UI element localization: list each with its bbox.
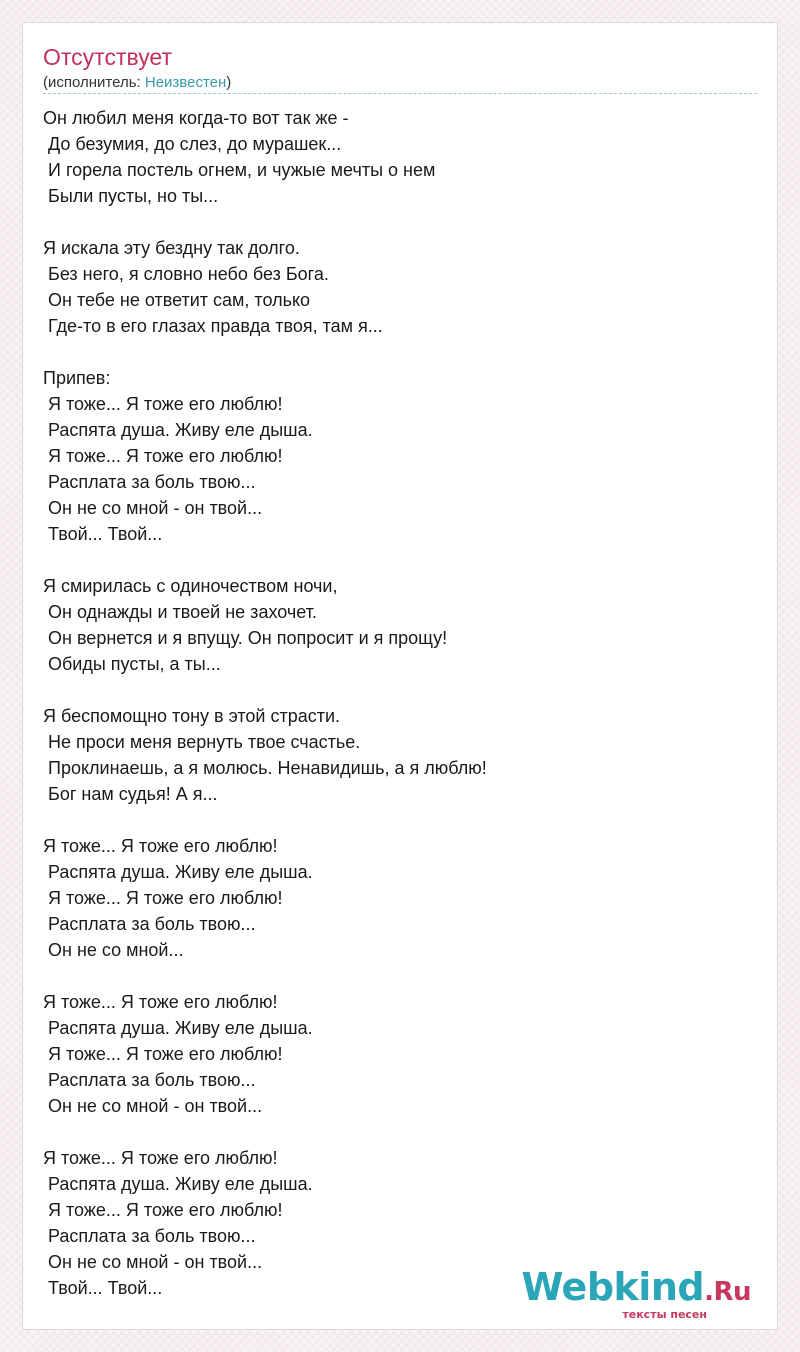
logo-main-text: Webkind [521,1265,705,1309]
artist-link[interactable]: Неизвестен [144,74,227,91]
lyric-line: Я тоже... Я тоже его люблю! [43,394,283,414]
lyric-line: Я смирилась с одиночеством ночи, [43,576,338,596]
logo-tld: .Ru [704,1277,751,1307]
lyric-line: Он не со мной - он твой... [43,1096,263,1116]
artist-prefix: (исполнитель: [43,74,145,91]
lyric-line: Твой... Твой... [43,1278,163,1298]
stanza-gap [43,547,743,573]
lyrics-card [22,22,778,1330]
lyric-line: Он вернется и я впущу. Он попросит и я прощу! [43,628,448,648]
lyrics-text [43,105,743,1301]
lyric-line: Он тебе не ответит сам, только [43,290,311,310]
lyric-line: И горела постель огнем, и чужые мечты о нем [43,160,436,180]
lyric-line: Я тоже... Я тоже его люблю! [43,836,278,856]
lyric-line: Распята душа. Живу еле дыша. [43,1174,313,1194]
lyric-line: До безумия, до слез, до мурашек... [43,134,342,154]
lyric-line: Распята душа. Живу еле дыша. [43,1018,313,1038]
lyric-line: Где-то в его глазах правда твоя, там я... [43,316,383,336]
lyric-line: Я тоже... Я тоже его люблю! [43,446,283,466]
lyric-line: Распята душа. Живу еле дыша. [43,420,313,440]
lyric-line: Он не со мной... [43,940,184,960]
lyric-line: Я тоже... Я тоже его люблю! [43,888,283,908]
logo-wordmark [521,1267,751,1312]
divider [43,93,757,94]
lyric-line: Твой... Твой... [43,524,163,544]
stanza-gap [43,963,743,989]
lyric-line: Он любил меня когда-то вот так же - [43,108,349,128]
logo-tagline: тексты песен [622,1308,707,1321]
lyric-line: Проклинаешь, а я молюсь. Ненавидишь, а я люблю! [43,758,487,778]
lyric-line: Расплата за боль твою... [43,472,256,492]
stanza [43,703,743,807]
lyric-line: Я искала эту бездну так долго. [43,238,300,258]
lyric-line: Он однажды и твоей не захочет. [43,602,317,622]
lyric-line: Припев: [43,368,111,388]
stanza [43,365,743,547]
stanza [43,235,743,339]
stanza-gap [43,209,743,235]
lyric-line: Он не со мной - он твой... [43,1252,263,1272]
lyric-line: Бог нам судья! А я... [43,784,218,804]
stanza-gap [43,807,743,833]
lyric-line: Я тоже... Я тоже его люблю! [43,1044,283,1064]
stanza-gap [43,339,743,365]
lyric-line: Я тоже... Я тоже его люблю! [43,1148,278,1168]
lyric-line: Без него, я словно небо без Бога. [43,264,329,284]
lyric-line: Я тоже... Я тоже его люблю! [43,992,278,1012]
lyric-line: Я тоже... Я тоже его люблю! [43,1200,283,1220]
stanza-gap [43,677,743,703]
lyric-line: Не проси меня вернуть твое счастье. [43,732,361,752]
stanza-gap [43,1119,743,1145]
lyric-line: Распята душа. Живу еле дыша. [43,862,313,882]
song-title: Отсутствует [43,44,172,70]
stanza [43,989,743,1119]
lyric-line: Расплата за боль твою... [43,1226,256,1246]
stanza [43,573,743,677]
lyric-line: Обиды пусты, а ты... [43,654,221,674]
lyric-line: Расплата за боль твою... [43,914,256,934]
lyric-line: Были пусты, но ты... [43,186,219,206]
stanza [43,833,743,963]
artist-suffix: ) [226,74,232,91]
stanza [43,105,743,209]
artist-line [43,73,231,93]
lyric-line: Я беспомощно тону в этой страсти. [43,706,341,726]
site-logo[interactable] [521,1267,751,1321]
lyric-line: Расплата за боль твою... [43,1070,256,1090]
lyric-line: Он не со мной - он твой... [43,498,263,518]
